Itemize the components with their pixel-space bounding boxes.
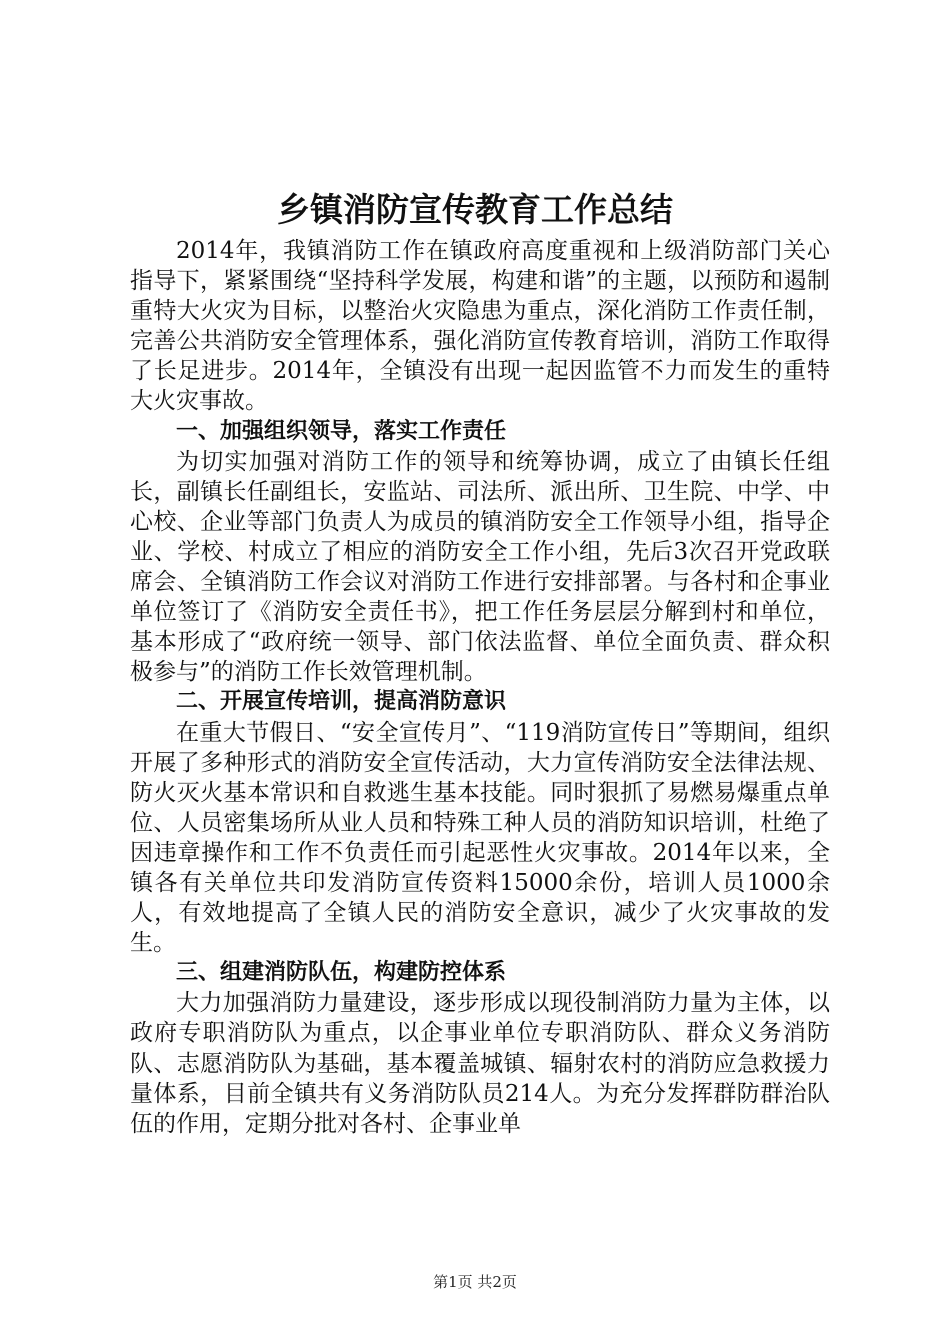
section-heading-1: 一、加强组织领导，落实工作责任 (176, 418, 507, 444)
document-body (130, 236, 830, 1139)
section-paragraph-3: 大力加强消防力量建设，逐步形成以现役制消防力量为主体，以政府专职消防队为重点，以企事业单位专职消防队、群众义务消防队、志愿消防队为基础，基本覆盖城镇、辐射农村的消防应急救援力量体系，目前全镇共有义务消防队员214人。为充分发挥群防群治队伍的作用，定期分批对各村、企事业单 (130, 990, 830, 1137)
intro-paragraph: 2014年，我镇消防工作在镇政府高度重视和上级消防部门关心指导下，紧紧围绕“坚持科学发展，构建和谐”的主题，以预防和遏制重特大火灾为目标，以整治火灾隐患为重点，深化消防工作责任制，完善公共消防安全管理体系，强化消防宣传教育培训，消防工作取得了长足进步。2014年，全镇没有出现一起因监管不力而发生的重特大火灾事故。 (130, 238, 830, 415)
document-title: 乡镇消防宣传教育工作总结 (277, 190, 673, 229)
section-heading-3: 三、组建消防队伍，构建防控体系 (176, 960, 507, 986)
section-heading-2: 二、开展宣传培训，提高消防意识 (176, 689, 507, 715)
section-paragraph-1: 为切实加强对消防工作的领导和统筹协调，成立了由镇长任组长，副镇长任副组长，安监站、司法所、派出所、卫生院、中学、中心校、企业等部门负责人为成员的镇消防安全工作领导小组，指导企业、学校、村成立了相应的消防安全工作小组，先后3次召开党政联席会、全镇消防工作会议对消防工作进行安排部署。与各村和企事业单位签订了《消防安全责任书》，把工作任务层层分解到村和单位，基本形成了“政府统一领导、部门依法监督、单位全面负责、群众积极参与”的消防工作长效管理机制。 (130, 448, 830, 686)
section-paragraph-2: 在重大节假日、“安全宣传月”、“119消防宣传日”等期间，组织开展了多种形式的消防安全宣传活动，大力宣传消防安全法律法规、防火灭火基本常识和自救逃生基本技能。同时狠抓了易燃易爆重点单位、人员密集场所从业人员和特殊工种人员的消防知识培训，杜绝了因违章操作和工作不负责任而引起恶性火灾事故。2014年以来，全镇各有关单位共印发消防宣传资料15000余份，培训人员1000余人，有效地提高了全镇人民的消防安全意识，减少了火灾事故的发生。 (130, 719, 830, 957)
page-footer: 第1页 共2页 (433, 1273, 517, 1291)
